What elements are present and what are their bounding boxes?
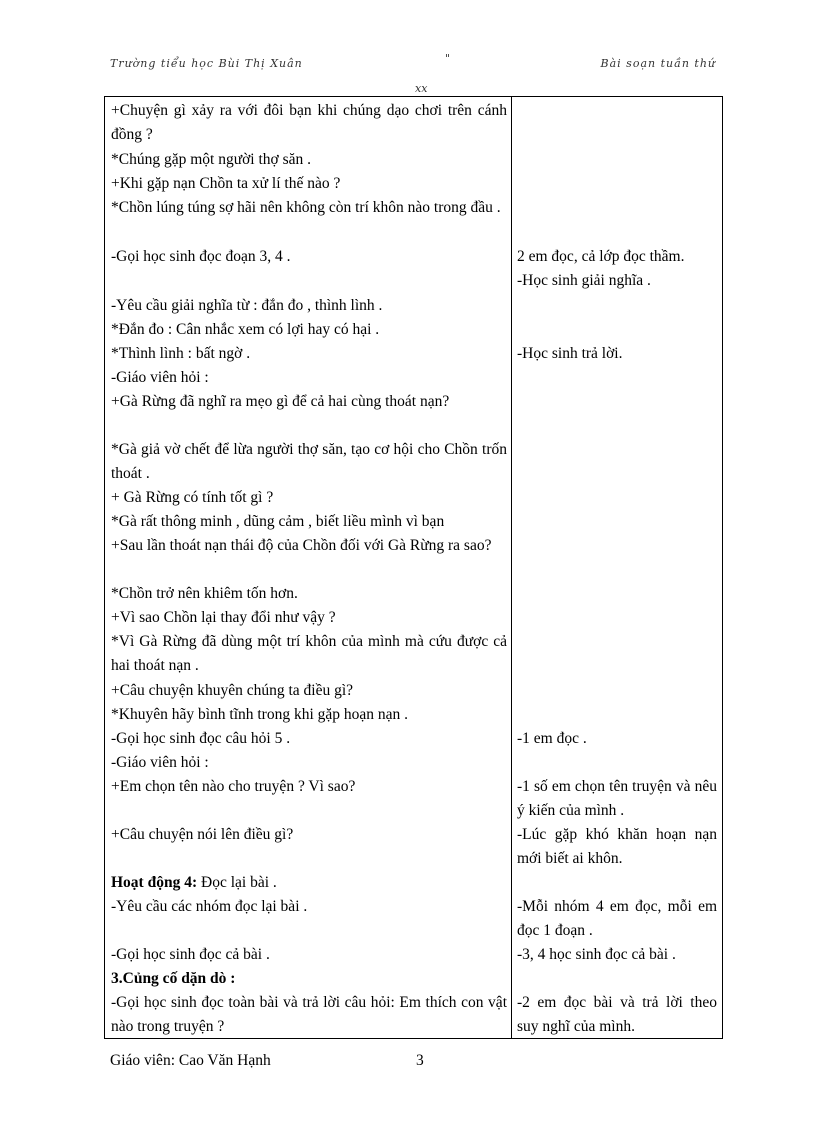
school-name: Trường tiểu học Bùi Thị Xuân	[110, 57, 303, 70]
teacher-activity: -Gọi học sinh đọc toàn bài và trả lời câu hỏi: Em thích con vật nào trong truyện ?	[111, 994, 507, 1035]
section-heading: 3.Củng cố dặn dò :	[111, 970, 236, 987]
teacher-activity: +Em chọn tên nào cho truyện ? Vì sao?	[111, 778, 356, 795]
teacher-activity: *Gà giả vờ chết để lừa người thợ săn, tạo cơ hội cho Chồn trốn thoát .	[111, 441, 507, 482]
teacher-activity: +Gà Rừng đã nghĩ ra mẹo gì để cả hai cùng thoát nạn?	[111, 393, 450, 410]
teacher-activity: *Chồn trở nên khiêm tốn hơn.	[111, 585, 298, 602]
teacher-activity: -Gọi học sinh đọc cả bài .	[111, 946, 270, 963]
lesson-plan-label: Bài soạn tuần thứ	[600, 57, 716, 70]
teacher-activity: *Khuyên hãy bình tĩnh trong khi gặp hoạn nạn .	[111, 706, 409, 723]
teacher-activity: *Chúng gặp một người thợ săn .	[111, 151, 312, 168]
header-mark-2: xx	[415, 82, 428, 95]
teacher-activity: +Sau lần thoát nạn thái độ của Chồn đối với Gà Rừng ra sao?	[111, 537, 492, 554]
student-activity: -Lúc gặp khó khăn hoạn nạn mới biết ai khôn.	[517, 826, 717, 867]
teacher-activity: + Gà Rừng có tính tốt gì ?	[111, 489, 274, 506]
teacher-activity: +Câu chuyện khuyên chúng ta điều gì?	[111, 682, 354, 699]
section-heading-text: Đọc lại bài .	[197, 874, 277, 891]
student-activity: -Mỗi nhóm 4 em đọc, mỗi em đọc 1 đoạn .	[517, 898, 717, 939]
teacher-name: Giáo viên: Cao Văn Hạnh	[110, 1052, 271, 1069]
teacher-activity	[111, 967, 507, 991]
student-activity: 2 em đọc, cả lớp đọc thầm.	[517, 248, 685, 265]
teacher-activity: -Giáo viên hỏi :	[111, 369, 209, 386]
student-activity: -Học sinh giải nghĩa .	[517, 272, 651, 289]
teacher-activity	[111, 871, 507, 895]
teacher-activity: +Khi gặp nạn Chồn ta xử lí thế nào ?	[111, 175, 341, 192]
teacher-activity: +Vì sao Chồn lại thay đổi như vậy ?	[111, 609, 336, 626]
page-header	[110, 52, 716, 95]
student-activity: -2 em đọc bài và trả lời theo suy nghĩ của mình.	[517, 994, 717, 1035]
teacher-activity: *Chồn lúng túng sợ hãi nên không còn trí khôn nào trong đầu .	[111, 199, 501, 216]
teacher-activity: *Gà rất thông minh , dũng cảm , biết liều mình vì bạn	[111, 513, 445, 530]
student-activity: -3, 4 học sinh đọc cả bài .	[517, 946, 676, 963]
teacher-activity: *Vì Gà Rừng đã dùng một trí khôn của mình mà cứu được cả hai thoát nạn .	[111, 633, 507, 674]
column-divider	[511, 97, 512, 1038]
teacher-activity: -Gọi học sinh đọc câu hỏi 5 .	[111, 730, 291, 747]
teacher-activity: -Yêu cầu các nhóm đọc lại bài .	[111, 898, 308, 915]
student-activity: -1 em đọc .	[517, 730, 587, 747]
header-mark: "	[445, 52, 451, 65]
teacher-activity: +Câu chuyện nói lên điều gì?	[111, 826, 294, 843]
teacher-activity: *Thình lình : bất ngờ .	[111, 345, 251, 362]
student-activity: -1 số em chọn tên truyện và nêu ý kiến của mình .	[517, 778, 717, 819]
teacher-activity: -Yêu cầu giải nghĩa từ : đắn đo , thình lình .	[111, 297, 383, 314]
section-heading: Hoạt động 4:	[111, 874, 198, 891]
teacher-activity: -Gọi học sinh đọc đoạn 3, 4 .	[111, 248, 291, 265]
lesson-table	[104, 96, 723, 1039]
teacher-activity: -Giáo viên hỏi :	[111, 754, 209, 771]
student-activity: -Học sinh trả lời.	[517, 345, 623, 362]
teacher-activity: +Chuyện gì xảy ra với đôi bạn khi chúng dạo chơi trên cánh đồng ?	[111, 102, 507, 143]
page-number: 3	[416, 1052, 424, 1069]
teacher-activity: *Đắn đo : Cân nhắc xem có lợi hay có hại .	[111, 321, 380, 338]
